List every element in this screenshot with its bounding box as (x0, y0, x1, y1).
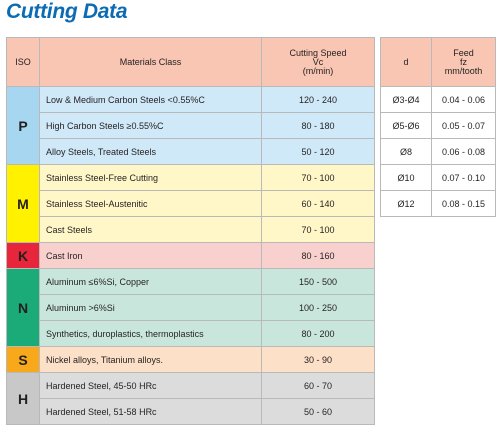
iso-code-s: S (7, 347, 40, 373)
cutting-speed-cell: 70 - 100 (262, 217, 375, 243)
iso-code-k: K (7, 243, 40, 269)
cutting-speed-cell: 80 - 200 (262, 321, 375, 347)
material-class-cell: Low & Medium Carbon Steels <0.55%C (40, 87, 262, 113)
feed-value-cell: 0.08 - 0.15 (432, 191, 496, 217)
feed-table (380, 37, 496, 217)
iso-code-n: N (7, 269, 40, 347)
cutting-speed-cell: 30 - 90 (262, 347, 375, 373)
diameter-cell: Ø12 (381, 191, 432, 217)
cutting-speed-header-line1: Cutting Speed (289, 47, 347, 58)
material-class-cell: Hardened Steel, 45-50 HRc (40, 373, 262, 399)
diameter-cell: Ø10 (381, 165, 432, 191)
feed-table-body (381, 87, 496, 217)
table-header-row (7, 38, 375, 87)
feed-value-cell: 0.04 - 0.06 (432, 87, 496, 113)
cutting-speed-cell: 50 - 60 (262, 399, 375, 425)
material-class-cell: Aluminum >6%Si (40, 295, 262, 321)
page-title: Cutting Data (6, 0, 128, 23)
cutting-speed-cell: 120 - 240 (262, 87, 375, 113)
feed-value-cell: 0.05 - 0.07 (432, 113, 496, 139)
feed-header-line1: Feed (453, 47, 474, 58)
iso-code-m: M (7, 165, 40, 243)
iso-code-p: P (7, 87, 40, 165)
material-class-cell: Stainless Steel-Free Cutting (40, 165, 262, 191)
iso-header: ISO (7, 38, 40, 87)
feed-header-line3: mm/tooth (444, 65, 483, 76)
cutting-speed-cell: 80 - 180 (262, 113, 375, 139)
cutting-speed-cell: 70 - 100 (262, 165, 375, 191)
cutting-speed-cell: 100 - 250 (262, 295, 375, 321)
table-row (381, 165, 496, 191)
material-class-cell: Stainless Steel-Austenitic (40, 191, 262, 217)
material-class-cell: Synthetics, duroplastics, thermoplastics (40, 321, 262, 347)
cutting-speed-header-line2: Vc (312, 56, 324, 67)
feed-value-cell: 0.06 - 0.08 (432, 139, 496, 165)
table-row (381, 87, 496, 113)
material-class-cell: Cast Steels (40, 217, 262, 243)
table-row (381, 113, 496, 139)
table-row (7, 269, 375, 295)
cutting-speed-table-body (7, 87, 375, 425)
diameter-cell: Ø8 (381, 139, 432, 165)
table-row (7, 321, 375, 347)
diameter-cell: Ø5-Ø6 (381, 113, 432, 139)
diameter-header: d (381, 38, 432, 87)
table-row (7, 191, 375, 217)
table-row (7, 139, 375, 165)
cutting-speed-cell: 80 - 160 (262, 243, 375, 269)
table-row (7, 217, 375, 243)
table-row (7, 399, 375, 425)
cutting-speed-cell: 60 - 70 (262, 373, 375, 399)
feed-header-row (381, 38, 496, 87)
cutting-speed-header-line3: (m/min) (302, 65, 334, 76)
table-row (7, 295, 375, 321)
material-class-cell: High Carbon Steels ≥0.55%C (40, 113, 262, 139)
material-class-cell: Cast Iron (40, 243, 262, 269)
table-row (7, 243, 375, 269)
material-class-cell: Aluminum ≤6%Si, Copper (40, 269, 262, 295)
cutting-speed-table (6, 37, 375, 425)
table-row (7, 347, 375, 373)
table-row (381, 191, 496, 217)
cutting-speed-cell: 150 - 500 (262, 269, 375, 295)
diameter-cell: Ø3-Ø4 (381, 87, 432, 113)
iso-code-h: H (7, 373, 40, 425)
feed-header (432, 38, 496, 87)
cutting-speed-cell: 60 - 140 (262, 191, 375, 217)
cutting-speed-header (262, 38, 375, 87)
feed-header-line2: fz (459, 56, 467, 67)
material-class-cell: Nickel alloys, Titanium alloys. (40, 347, 262, 373)
table-row (381, 139, 496, 165)
feed-value-cell: 0.07 - 0.10 (432, 165, 496, 191)
table-row (7, 165, 375, 191)
table-row (7, 373, 375, 399)
material-class-cell: Hardened Steel, 51-58 HRc (40, 399, 262, 425)
materials-class-header: Materials Class (40, 38, 262, 87)
cutting-speed-cell: 50 - 120 (262, 139, 375, 165)
table-row (7, 113, 375, 139)
material-class-cell: Alloy Steels, Treated Steels (40, 139, 262, 165)
table-row (7, 87, 375, 113)
